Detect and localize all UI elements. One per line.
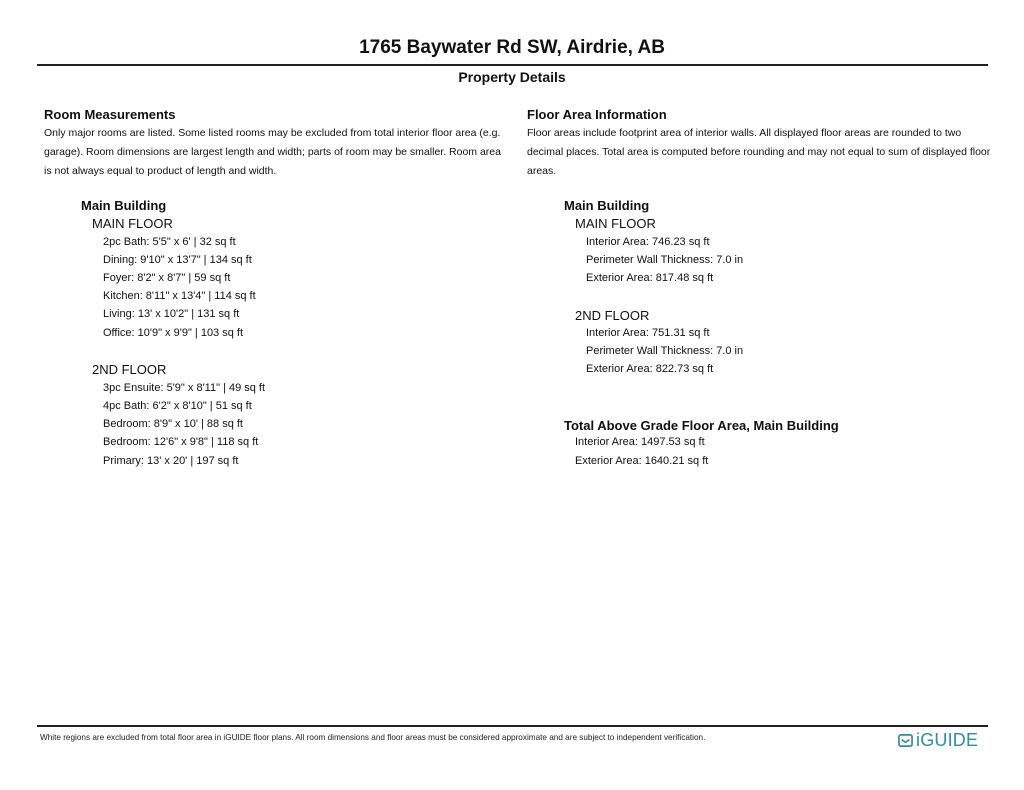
page-title: 1765 Baywater Rd SW, Airdrie, AB bbox=[359, 37, 665, 58]
floor-area-heading: Floor Area Information bbox=[527, 107, 667, 122]
iguide-logo-icon bbox=[898, 733, 913, 748]
iguide-logo-text: iGUIDE bbox=[916, 729, 979, 750]
room-line: Kitchen: 8'11" x 13'4" | 114 sq ft bbox=[103, 290, 256, 302]
room-line: 3pc Ensuite: 5'9" x 8'11" | 49 sq ft bbox=[103, 382, 266, 394]
room-building-heading: Main Building bbox=[81, 198, 167, 213]
floor-area-section bbox=[527, 106, 997, 181]
area-line: Exterior Area: 817.48 sq ft bbox=[586, 272, 714, 284]
room-line: Bedroom: 12'6" x 9'8" | 118 sq ft bbox=[103, 436, 259, 448]
floor-area-description: Floor areas include footprint area of interior walls. All displayed floor areas are rounded to two decimal places. Total area is computed before rounding and may not equal to sum of displayed floor areas. bbox=[527, 127, 991, 177]
room-line: 4pc Bath: 6'2" x 8'10" | 51 sq ft bbox=[103, 400, 252, 412]
room-measurements-description: Only major rooms are listed. Some listed rooms may be excluded from total interior floor area (e.g. garage). Room dimensions are largest length and width; parts of room may be smaller. Room area is not always equal to product of length and width. bbox=[44, 127, 501, 177]
room-line: Office: 10'9" x 9'9" | 103 sq ft bbox=[103, 327, 244, 339]
area-line: Perimeter Wall Thickness: 7.0 in bbox=[586, 254, 744, 266]
area-floor-heading: MAIN FLOOR bbox=[575, 216, 656, 231]
area-line: Interior Area: 751.31 sq ft bbox=[586, 327, 710, 339]
room-floor-heading: MAIN FLOOR bbox=[92, 216, 173, 231]
room-line: Foyer: 8'2" x 8'7" | 59 sq ft bbox=[103, 272, 231, 284]
total-area-line: Exterior Area: 1640.21 sq ft bbox=[575, 455, 709, 467]
room-measurements-heading: Room Measurements bbox=[44, 107, 176, 122]
room-line: Bedroom: 8'9" x 10' | 88 sq ft bbox=[103, 418, 243, 430]
room-line: Primary: 13' x 20' | 197 sq ft bbox=[103, 455, 239, 467]
room-line: Living: 13' x 10'2" | 131 sq ft bbox=[103, 308, 240, 320]
room-floor-heading: 2ND FLOOR bbox=[92, 362, 167, 377]
iguide-logo bbox=[898, 729, 978, 751]
total-area-line: Interior Area: 1497.53 sq ft bbox=[575, 436, 705, 448]
room-line: Dining: 9'10" x 13'7" | 134 sq ft bbox=[103, 254, 252, 266]
page-subtitle: Property Details bbox=[458, 69, 566, 85]
area-floor-heading: 2ND FLOOR bbox=[575, 308, 650, 323]
area-building-heading: Main Building bbox=[564, 198, 650, 213]
area-line: Perimeter Wall Thickness: 7.0 in bbox=[586, 345, 744, 357]
room-line: 2pc Bath: 5'5" x 6' | 32 sq ft bbox=[103, 236, 236, 248]
footer-disclaimer: White regions are excluded from total floor area in iGUIDE floor plans. All room dimensions and floor areas must be considered approximate and are subject to independent verification. bbox=[40, 733, 706, 742]
title-rule bbox=[37, 64, 988, 66]
area-line: Exterior Area: 822.73 sq ft bbox=[586, 363, 714, 375]
footer-rule bbox=[37, 725, 988, 727]
room-measurements-section bbox=[44, 106, 506, 181]
area-line: Interior Area: 746.23 sq ft bbox=[586, 236, 710, 248]
total-area-heading: Total Above Grade Floor Area, Main Building bbox=[564, 418, 839, 433]
